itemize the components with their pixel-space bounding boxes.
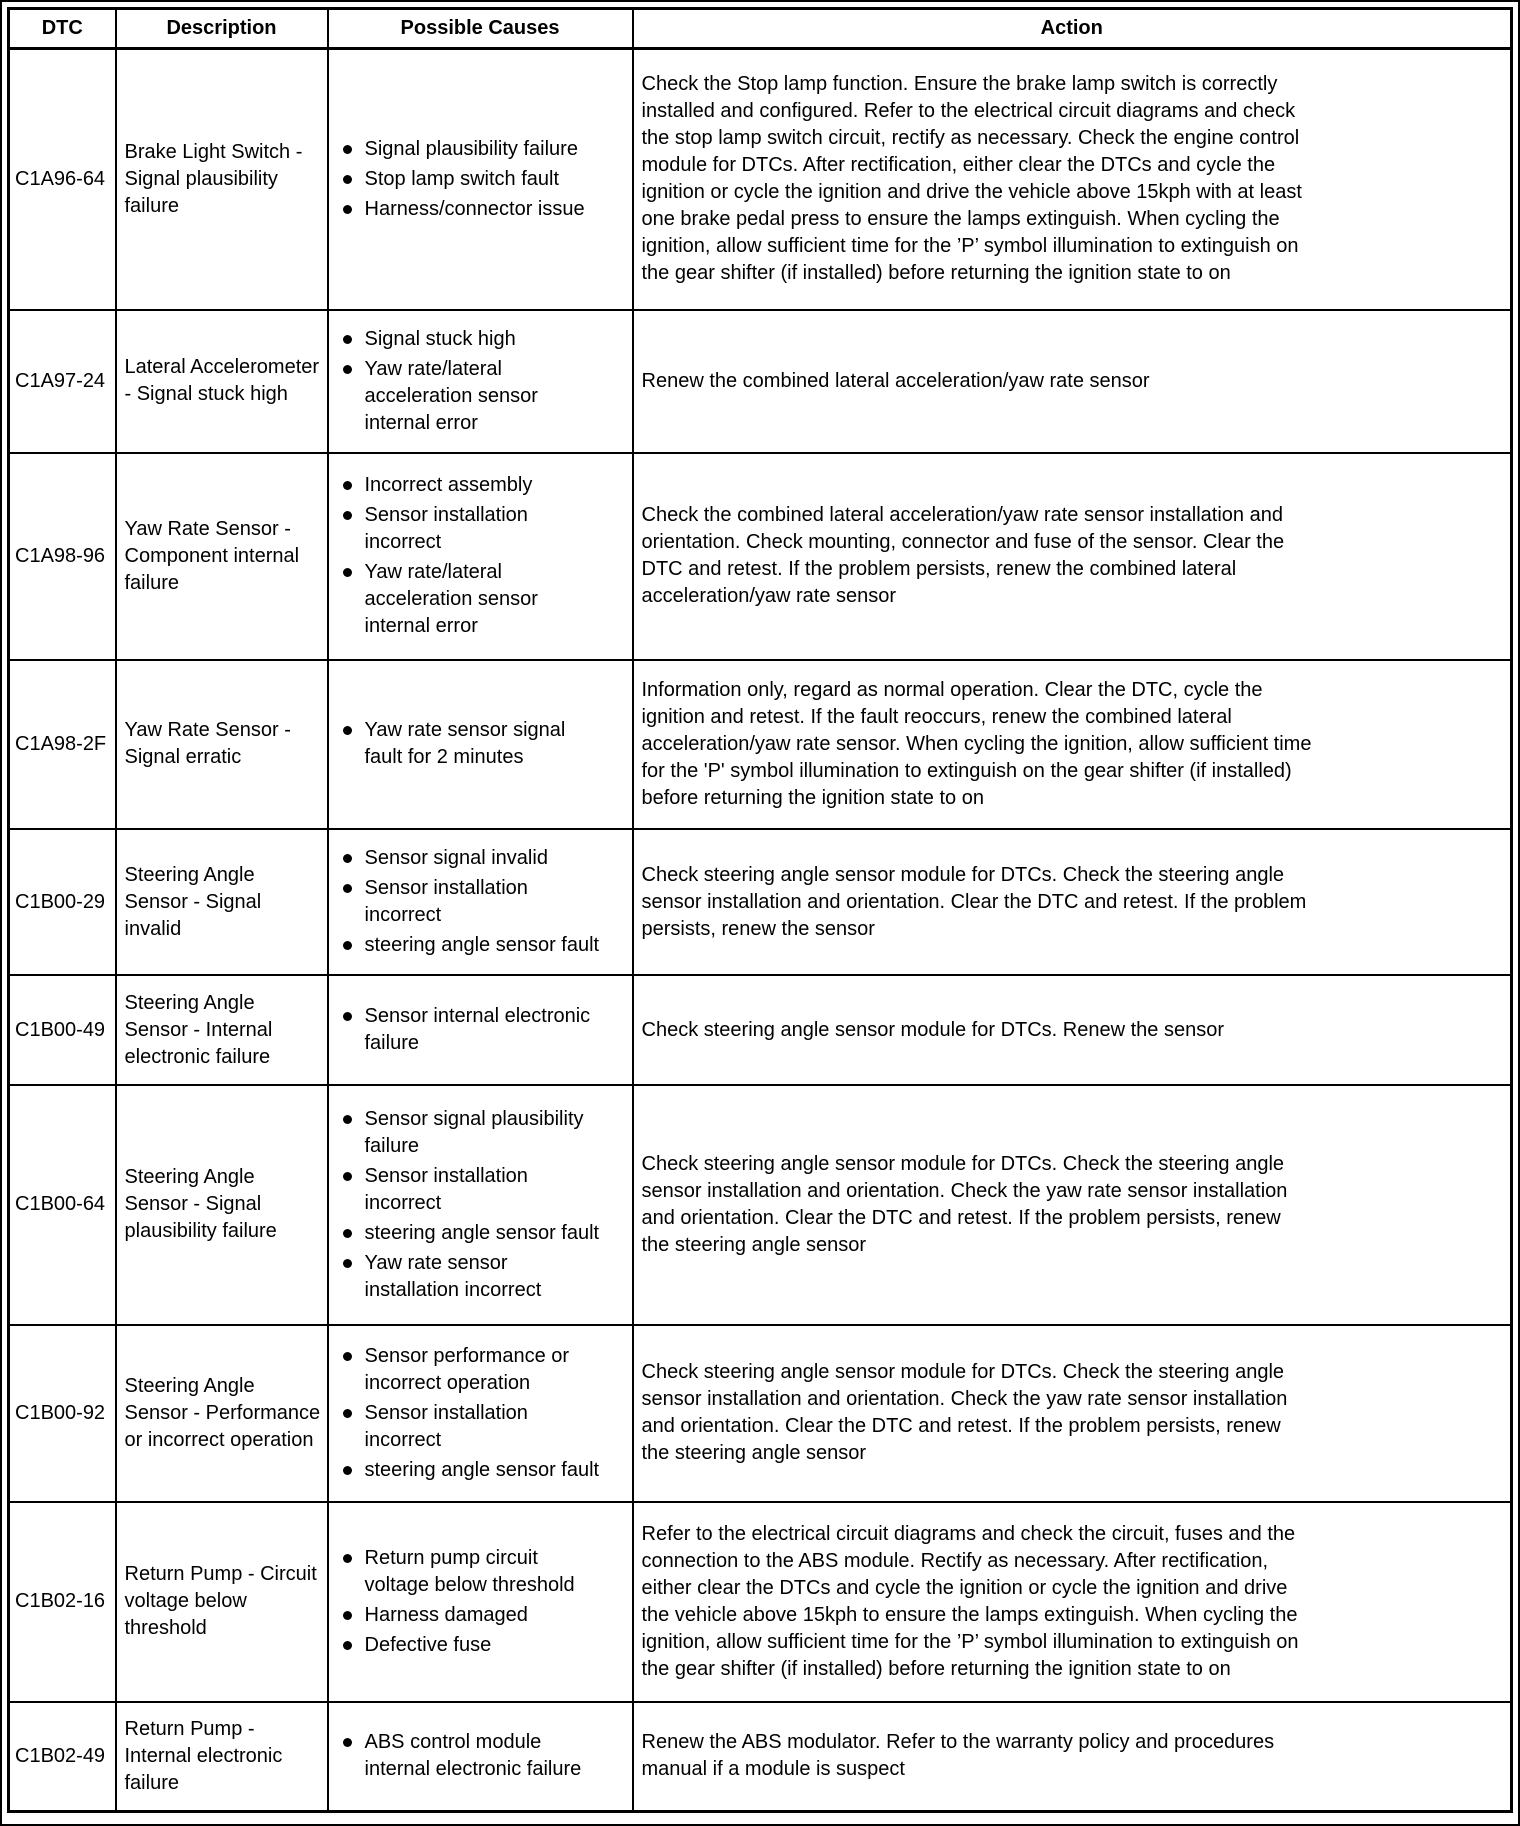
cause-item: Yaw rate sensor signal fault for 2 minutes — [339, 717, 601, 771]
dtc-description: Steering Angle Sensor - Signal plausibility failure — [116, 1085, 328, 1326]
dtc-code: C1A96-64 — [9, 49, 116, 310]
action-cell — [633, 660, 1512, 830]
action-text: Check steering angle sensor module for DTCs. Check the steering angle sensor installation and orientation. Check the yaw rate sensor installation and orientation. Clear the DTC and retest. If the problem persists, renew the steering angle sensor — [641, 1152, 1288, 1256]
dtc-code: C1A98-2F — [9, 660, 116, 830]
cause-item: Stop lamp switch fault — [339, 166, 601, 193]
cause-item: Sensor installation incorrect — [339, 1400, 601, 1454]
possible-causes-list — [339, 1729, 626, 1783]
action-cell — [633, 829, 1512, 975]
dtc-description: Steering Angle Sensor - Internal electronic failure — [116, 975, 328, 1084]
cause-item: steering angle sensor fault — [339, 1457, 601, 1484]
table-row — [9, 453, 1512, 660]
dtc-description: Yaw Rate Sensor - Signal erratic — [116, 660, 328, 830]
table-header-row — [9, 9, 1512, 49]
cause-item: Harness/connector issue — [339, 196, 601, 223]
cause-item: Sensor installation incorrect — [339, 1163, 601, 1217]
action-text: Renew the combined lateral acceleration/yaw rate sensor — [641, 369, 1150, 392]
dtc-code: C1B02-49 — [9, 1702, 116, 1812]
table-row — [9, 310, 1512, 453]
cause-item: Incorrect assembly — [339, 472, 601, 499]
cause-item: Signal stuck high — [339, 326, 601, 353]
action-cell — [633, 975, 1512, 1084]
dtc-code: C1B00-49 — [9, 975, 116, 1084]
dtc-table — [7, 7, 1513, 1813]
action-text: Check the Stop lamp function. Ensure the brake lamp switch is correctly installed and configured. Refer to the electrical circuit diagrams and check the stop lamp switch circuit, rectify as necessary. Check the engine control module for DTCs. After rectification, either clear the DTCs and cycle the ignition or cycle the ignition and drive the vehicle above 15kph with at least one brake pedal press to ensure the lamps extinguish. When cycling the ignition, allow sufficient time for the ’P’ symbol illumination to extinguish on the gear shifter (if installed) before returning the ignition state to on — [641, 73, 1302, 285]
dtc-table-body — [9, 49, 1512, 1812]
action-cell — [633, 453, 1512, 660]
cause-item: Yaw rate/lateral acceleration sensor internal error — [339, 559, 601, 640]
cause-item: steering angle sensor fault — [339, 1220, 601, 1247]
cause-item: Sensor performance or incorrect operation — [339, 1343, 601, 1397]
possible-causes-cell — [328, 660, 633, 830]
action-text: Check steering angle sensor module for DTCs. Renew the sensor — [641, 1018, 1224, 1041]
cause-item: Signal plausibility failure — [339, 136, 601, 163]
header-dtc: DTC — [9, 9, 116, 49]
cause-item: Harness damaged — [339, 1602, 601, 1629]
action-text: Check the combined lateral acceleration/yaw rate sensor installation and orientation. Check mounting, connector and fuse of the sensor. Clear the DTC and retest. If the problem persists, renew the combined lateral acceleration/yaw rate sensor — [641, 504, 1285, 608]
dtc-description: Steering Angle Sensor - Performance or incorrect operation — [116, 1325, 328, 1502]
action-cell — [633, 1702, 1512, 1812]
action-text: Check steering angle sensor module for DTCs. Check the steering angle sensor installation and orientation. Check the yaw rate sensor installation and orientation. Clear the DTC and retest. If the problem persists, renew the steering angle sensor — [641, 1361, 1288, 1465]
action-cell — [633, 1325, 1512, 1502]
action-cell — [633, 1502, 1512, 1702]
action-text: Renew the ABS modulator. Refer to the warranty policy and procedures manual if a module is suspect — [641, 1731, 1275, 1781]
possible-causes-list — [339, 1003, 626, 1057]
table-row — [9, 1085, 1512, 1326]
dtc-code: C1A98-96 — [9, 453, 116, 660]
possible-causes-list — [339, 136, 626, 223]
possible-causes-list — [339, 472, 626, 640]
table-row — [9, 829, 1512, 975]
cause-item: Sensor signal invalid — [339, 845, 601, 872]
dtc-code: C1A97-24 — [9, 310, 116, 453]
cause-item: Sensor internal electronic failure — [339, 1003, 601, 1057]
table-row — [9, 975, 1512, 1084]
action-text: Information only, regard as normal operation. Clear the DTC, cycle the ignition and retest. If the fault reoccurs, renew the combined lateral acceleration/yaw rate sensor. When cycling the ignition, allow sufficient time for the 'P' symbol illumination to extinguish on the gear shifter (if installed) before returning the ignition state to on — [641, 678, 1312, 809]
possible-causes-list — [339, 845, 626, 959]
dtc-code: C1B02-16 — [9, 1502, 116, 1702]
dtc-description: Yaw Rate Sensor - Component internal failure — [116, 453, 328, 660]
action-text: Refer to the electrical circuit diagrams and check the circuit, fuses and the connection to the ABS module. Rectify as necessary. After rectification, either clear the DTCs and cycle the ignition or cycle the ignition and drive the vehicle above 15kph to ensure the lamps extinguish. When cycling the ignition, allow sufficient time for the ’P’ symbol illumination to extinguish on the gear shifter (if installed) before returning the ignition state to on — [641, 1522, 1299, 1680]
action-cell — [633, 49, 1512, 310]
table-row — [9, 1325, 1512, 1502]
possible-causes-list — [339, 1343, 626, 1484]
table-row — [9, 1702, 1512, 1812]
possible-causes-cell — [328, 1085, 633, 1326]
dtc-code: C1B00-29 — [9, 829, 116, 975]
possible-causes-cell — [328, 975, 633, 1084]
possible-causes-list — [339, 1106, 626, 1304]
cause-item: Return pump circuit voltage below threshold — [339, 1545, 601, 1599]
possible-causes-cell — [328, 49, 633, 310]
cause-item: Sensor installation incorrect — [339, 875, 601, 929]
possible-causes-cell — [328, 453, 633, 660]
cause-item: steering angle sensor fault — [339, 932, 601, 959]
possible-causes-cell — [328, 1702, 633, 1812]
cause-item: Sensor signal plausibility failure — [339, 1106, 601, 1160]
dtc-description: Brake Light Switch - Signal plausibility failure — [116, 49, 328, 310]
cause-item: Yaw rate sensor installation incorrect — [339, 1250, 601, 1304]
dtc-code: C1B00-64 — [9, 1085, 116, 1326]
table-row — [9, 49, 1512, 310]
dtc-code: C1B00-92 — [9, 1325, 116, 1502]
table-row — [9, 1502, 1512, 1702]
possible-causes-cell — [328, 1502, 633, 1702]
cause-item: Sensor installation incorrect — [339, 502, 601, 556]
action-text: Check steering angle sensor module for DTCs. Check the steering angle sensor installation and orientation. Clear the DTC and retest. If the problem persists, renew the sensor — [641, 863, 1307, 940]
possible-causes-list — [339, 717, 626, 771]
possible-causes-cell — [328, 829, 633, 975]
possible-causes-list — [339, 326, 626, 437]
dtc-description: Return Pump - Circuit voltage below threshold — [116, 1502, 328, 1702]
possible-causes-cell — [328, 1325, 633, 1502]
header-description: Description — [116, 9, 328, 49]
possible-causes-cell — [328, 310, 633, 453]
action-cell — [633, 1085, 1512, 1326]
cause-item: ABS control module internal electronic failure — [339, 1729, 601, 1783]
header-possible-causes: Possible Causes — [328, 9, 633, 49]
possible-causes-list — [339, 1545, 626, 1659]
cause-item: Defective fuse — [339, 1632, 601, 1659]
dtc-description: Lateral Accelerometer - Signal stuck high — [116, 310, 328, 453]
cause-item: Yaw rate/lateral acceleration sensor internal error — [339, 356, 601, 437]
dtc-description: Return Pump - Internal electronic failure — [116, 1702, 328, 1812]
table-row — [9, 660, 1512, 830]
dtc-description: Steering Angle Sensor - Signal invalid — [116, 829, 328, 975]
action-cell — [633, 310, 1512, 453]
header-action: Action — [633, 9, 1512, 49]
